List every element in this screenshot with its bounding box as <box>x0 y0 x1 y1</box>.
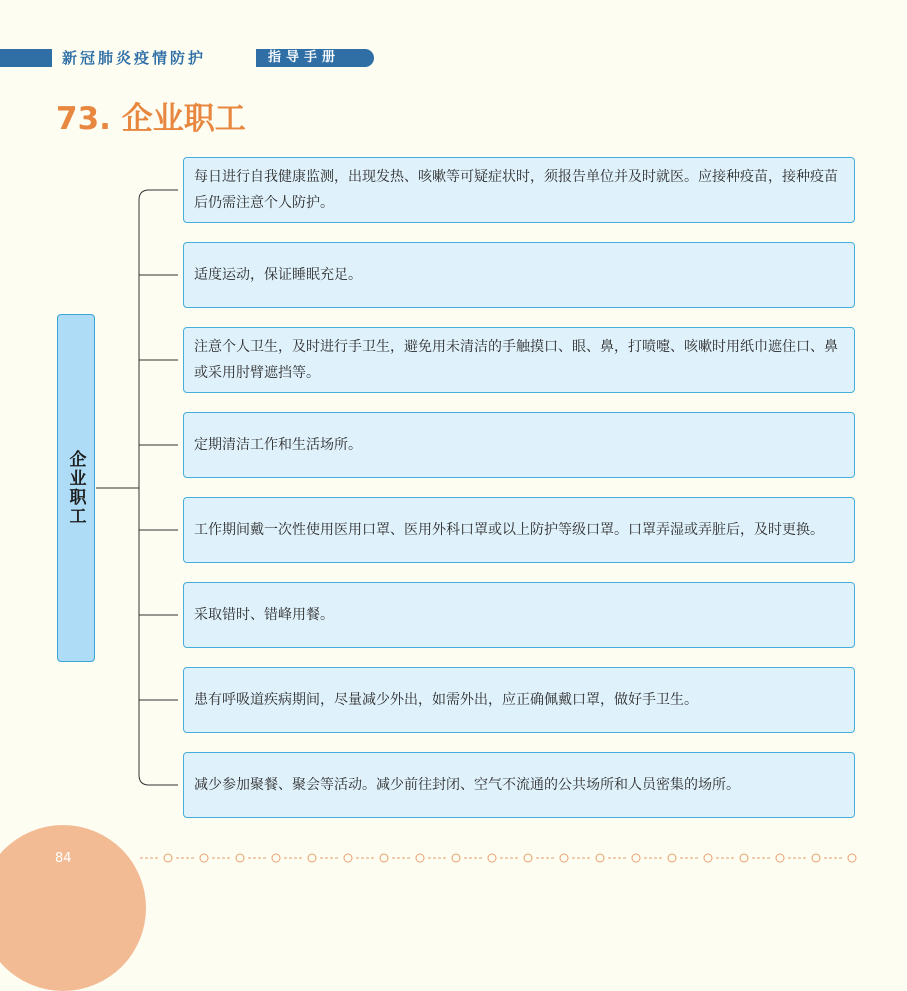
dotline-circle <box>776 854 784 862</box>
dotline-circle <box>524 854 532 862</box>
dotline-circle <box>488 854 496 862</box>
list-item-text: 适度运动，保证睡眠充足。 <box>194 267 362 283</box>
dotline-circle <box>704 854 712 862</box>
page-number: 84 <box>55 851 72 866</box>
dotline-circle <box>236 854 244 862</box>
dotline-circle <box>596 854 604 862</box>
list-item-text: 注意个人卫生，及时进行手卫生，避免用未清洁的手触摸口、眼、鼻，打喷嚏、咳嗽时用纸巾遮住口、鼻或采用肘臂遮挡等。 <box>194 339 838 381</box>
dotline-circle <box>560 854 568 862</box>
list-item-text: 减少参加聚餐、聚会等活动。减少前往封闭、空气不流通的公共场所和人员密集的场所。 <box>194 777 740 793</box>
list-item-text: 患有呼吸道疾病期间，尽量减少外出，如需外出，应正确佩戴口罩，做好手卫生。 <box>194 692 698 708</box>
page-title: 73. 企业职工 <box>56 101 246 137</box>
header-tag: 指导手册 <box>256 49 374 67</box>
list-item-text: 采取错时、错峰用餐。 <box>194 607 334 623</box>
dotline-circle <box>344 854 352 862</box>
dotline-circle <box>200 854 208 862</box>
dotline-circle <box>380 854 388 862</box>
dotline-circle <box>308 854 316 862</box>
dotline-circle <box>740 854 748 862</box>
dotline-circle <box>812 854 820 862</box>
header-title: 新冠肺炎疫情防护 <box>62 49 207 67</box>
dotline-circle <box>848 854 856 862</box>
side-category-text: 企业职工 <box>65 450 86 526</box>
dotline-circle <box>452 854 460 862</box>
dotline-circle <box>416 854 424 862</box>
list-item-text: 工作期间戴一次性使用医用口罩、医用外科口罩或以上防护等级口罩。口罩弄湿或弄脏后，及时更换。 <box>194 522 824 538</box>
list-item-text: 定期清洁工作和生活场所。 <box>194 437 362 453</box>
dotline-circle <box>668 854 676 862</box>
list-item-text: 每日进行自我健康监测，出现发热、咳嗽等可疑症状时，须报告单位并及时就医。应接种疫苗，接种疫苗后仍需注意个人防护。 <box>194 169 838 211</box>
dotline-circle <box>272 854 280 862</box>
dotline-circle <box>632 854 640 862</box>
dotline-circle <box>164 854 172 862</box>
